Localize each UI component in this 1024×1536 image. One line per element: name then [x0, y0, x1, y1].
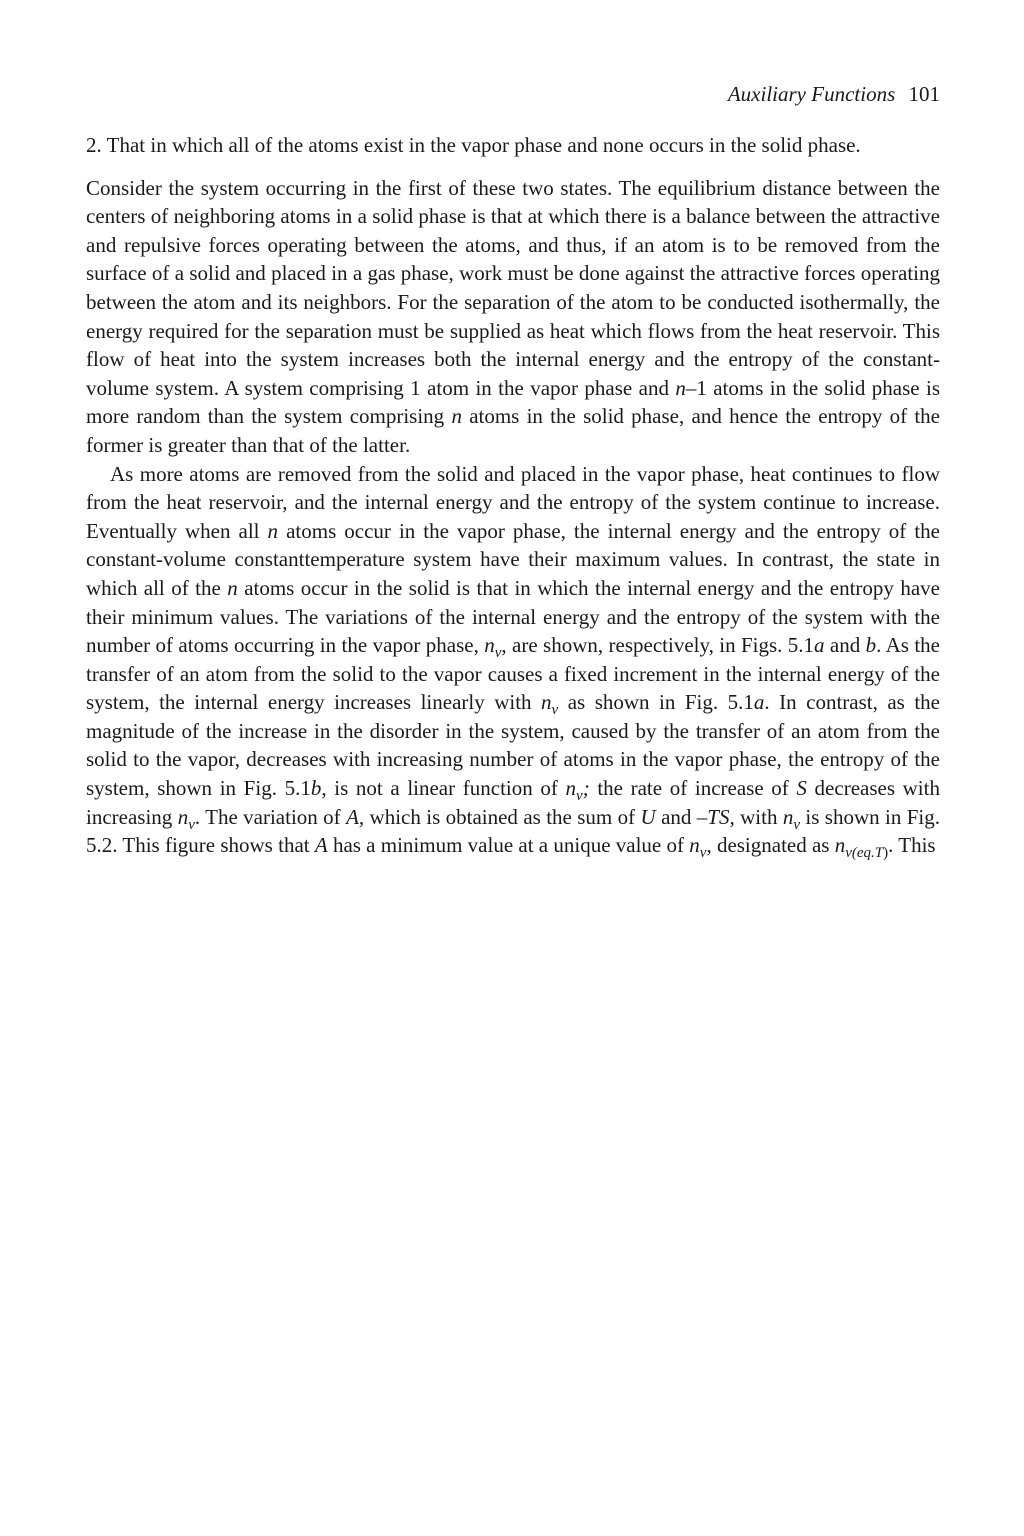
subscript-v: v — [699, 845, 707, 862]
subscript-close: ) — [883, 845, 889, 862]
running-header — [728, 80, 940, 108]
var-n: n — [484, 633, 495, 658]
paragraph-2-text: atoms occur in the solid is that in which the internal energy and the entropy have their minimum values. The variations of the internal energy and the entropy of the system with the number of atoms occurring in the vapor phase, — [86, 575, 940, 658]
paragraph-1-text-3: atoms in the solid phase, and hence the entropy of the former is greater than that of the latter. — [86, 404, 940, 457]
paragraph-2-text: , designated as — [706, 833, 835, 858]
paragraph-2-text: atoms occur in the vapor phase, the internal energy and the entropy of the constant-volume constanttemperature system have their maximum values. In contrast, the state in which all of the — [86, 518, 940, 600]
list-item-text: That in which all of the atoms exist in the vapor phase and none occurs in the solid phase. — [106, 133, 861, 157]
paragraph-2-text: . As the transfer of an atom from the solid to the vapor causes a fixed increment in the internal energy of the system, the internal energy increases linearly with — [86, 633, 940, 715]
paragraph-2-text: the rate of increase of — [589, 776, 797, 801]
var-n: n — [565, 776, 577, 801]
subscript-v-eq: v(eq. — [845, 845, 875, 862]
var-s: S — [796, 776, 807, 801]
var-a: A — [314, 833, 328, 858]
figure-ref-a: a — [753, 690, 765, 715]
paragraph-2-text: is not a linear function of — [326, 776, 566, 801]
var-n: n — [541, 690, 552, 715]
paragraph-1 — [86, 174, 940, 460]
paragraph-2-text: As more atoms are removed from the solid and placed in the vapor phase, heat continues to flow from the heat reservoir, and the internal energy and the entropy of the system continue to increase. Eventually when all — [86, 461, 940, 543]
var-n: n — [675, 375, 686, 400]
running-title: Auxiliary Functions — [727, 82, 896, 106]
paragraph-2-text: and — [655, 804, 697, 829]
subscript-v: v — [551, 702, 559, 719]
subscript-v: v — [793, 816, 800, 833]
var-n: n — [451, 404, 462, 429]
figure-ref-b: b — [865, 633, 877, 658]
semicolon: ; — [582, 776, 590, 801]
paragraph-2-text: as shown in Fig. 5.1 — [558, 690, 754, 715]
paragraph-1-text-2: –1 atoms in the solid phase is more random than the system comprising — [86, 375, 940, 429]
var-n: n — [267, 518, 279, 543]
var-n: n — [782, 804, 794, 829]
var-ts: –TS, — [696, 804, 735, 829]
page-number: 101 — [908, 82, 940, 106]
subscript-v: v — [188, 816, 195, 833]
paragraph-2-text: , are shown, respectively, in Figs. 5.1 — [501, 633, 815, 658]
paragraph-2-text: . This — [888, 833, 936, 858]
page-body — [86, 131, 940, 860]
paragraph-2 — [86, 460, 940, 860]
list-item-number: 2. — [86, 133, 102, 157]
var-u: U — [640, 804, 656, 829]
paragraph-2-text: . The variation of — [194, 804, 347, 829]
var-n: n — [834, 833, 846, 858]
list-item — [86, 131, 940, 160]
subscript-t: T — [874, 845, 884, 862]
paragraph-2-text: and — [824, 633, 866, 658]
subscript-v: v — [494, 645, 502, 662]
paragraph-2-text: . In contrast, as the magnitude of the increase in the disorder in the system, caused by the transfer of an atom from the solid to the vapor, decreases with increasing number of atoms in the vapor phase, the entropy of the system, shown in Fig. 5.1 — [86, 690, 940, 801]
figure-ref-b: b, — [310, 776, 327, 801]
paragraph-2-text: is shown in Fig. 5.2. This figure shows that — [86, 804, 940, 858]
var-n: n — [177, 804, 189, 829]
var-n: n — [689, 833, 700, 858]
paragraph-2-text: which is obtained as the sum of — [364, 804, 641, 829]
paragraph-2-text: with — [734, 804, 783, 829]
var-a: A, — [346, 804, 365, 829]
paragraph-1-text: Consider the system occurring in the first of these two states. The equilibrium distance between the centers of neighboring atoms in a solid phase is that at which there is a balance between the attractive and repulsive forces operating between the atoms, and thus, if an atom is to be removed from the surface of a solid and placed in a gas phase, work must be done against the attractive forces operating between the atom and its neighbors. For the separation of the atom to be conducted isothermally, the energy required for the separation must be supplied as heat which flows from the heat reservoir. This flow of heat into the system increases both the internal energy and the entropy of the constant-volume system. A system comprising 1 atom in the vapor phase and — [86, 175, 940, 400]
paragraph-2-text: has a minimum value at a unique value of — [327, 833, 690, 858]
figure-ref-a: a — [814, 633, 825, 658]
paragraph-2-text: decreases with increasing — [86, 776, 940, 829]
subscript-v: v — [576, 788, 583, 805]
var-n: n — [227, 575, 238, 600]
